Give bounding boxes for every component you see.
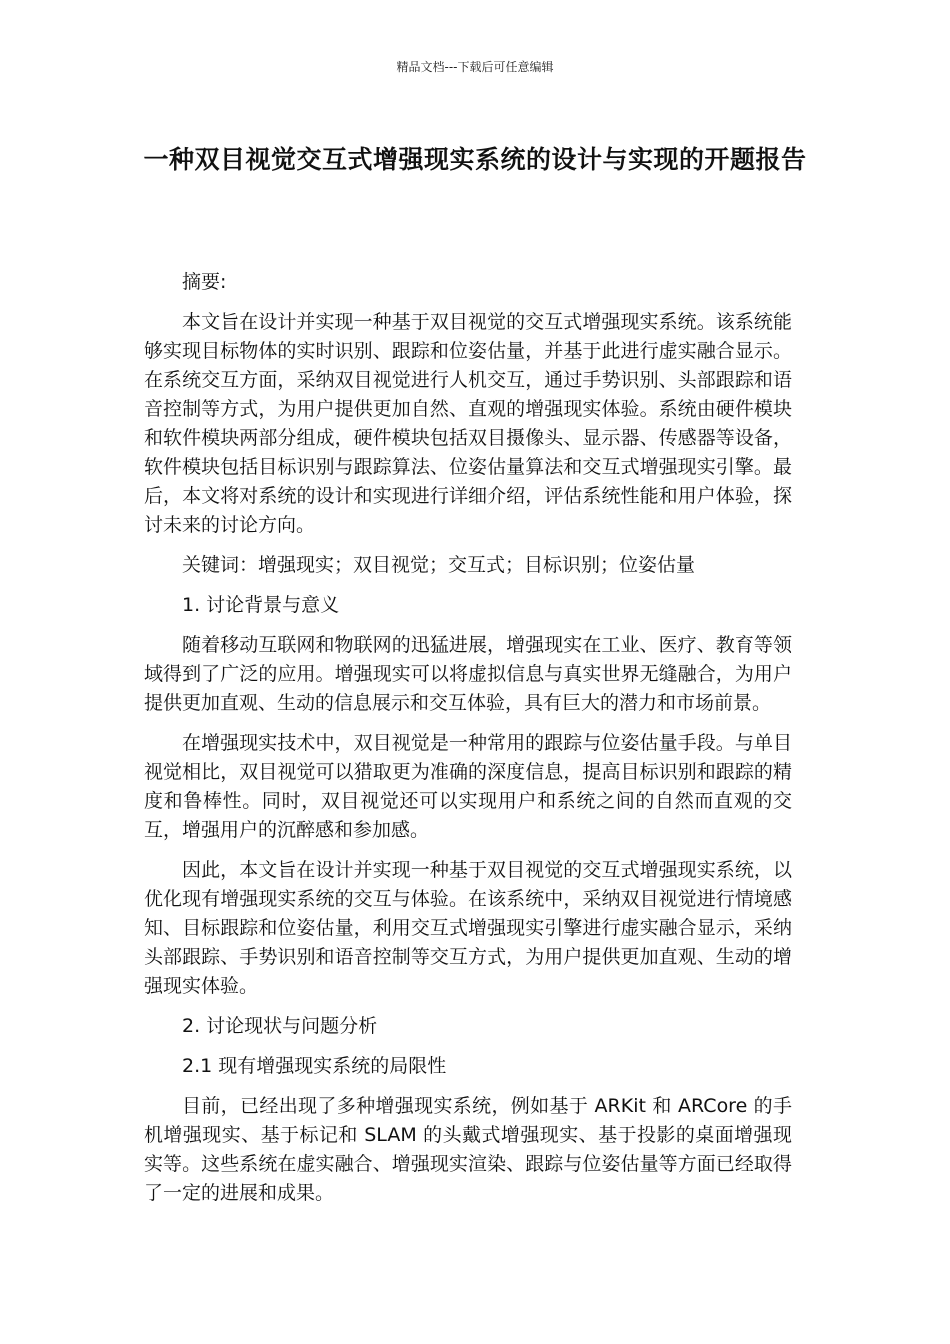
section-2-1-heading: 2.1 现有增强现实系统的局限性 [182,1055,447,1077]
section-1-paragraph-2: 在增强现实技术中，双目视觉是一种常用的跟踪与位姿估量手段。与单目视觉相比，双目视觉可以猎取更为准确的深度信息，提高目标识别和跟踪的精度和鲁棒性。同时，双目视觉还可以实现用户和系统之间的自然而直观的交互，增强用户的沉醉感和参加感。 [144,732,792,841]
abstract-label: 摘要: [182,271,227,293]
document-title: 一种双目视觉交互式增强现实系统的设计与实现的开题报告 [143,145,807,174]
section-1-paragraph-1: 随着移动互联网和物联网的迅猛进展，增强现实在工业、医疗、教育等领域得到了广泛的应用。增强现实可以将虚拟信息与真实世界无缝融合，为用户提供更加直观、生动的信息展示和交互体验，具有巨大的潜力和市场前景。 [144,634,792,714]
header-note: 精品文档---下载后可任意编辑 [396,60,554,74]
abstract-paragraph: 本文旨在设计并实现一种基于双目视觉的交互式增强现实系统。该系统能够实现目标物体的实时识别、跟踪和位姿估量，并基于此进行虚实融合显示。在系统交互方面，采纳双目视觉进行人机交互，通过手势识别、头部跟踪和语音控制等方式，为用户提供更加自然、直观的增强现实体验。系统由硬件模块和软件模块两部分组成，硬件模块包括双目摄像头、显示器、传感器等设备，软件模块包括目标识别与跟踪算法、位姿估量算法和交互式增强现实引擎。最后，本文将对系统的设计和实现进行详细介绍，评估系统性能和用户体验，探讨未来的讨论方向。 [144,311,792,536]
section-2-1-paragraph-1: 目前，已经出现了多种增强现实系统，例如基于 ARKit 和 ARCore 的手机增强现实、基于标记和 SLAM 的头戴式增强现实、基于投影的桌面增强现实等。这些系统在虚实融合、增强现实渲染、跟踪与位姿估量等方面已经取得了一定的进展和成果。 [144,1095,792,1204]
section-1-heading: 1. 讨论背景与意义 [182,594,340,616]
section-2-heading: 2. 讨论现状与问题分析 [182,1015,378,1037]
document-body [144,268,792,1219]
keywords-line: 关键词：增强现实；双目视觉；交互式；目标识别；位姿估量 [182,554,696,576]
section-1-paragraph-3: 因此，本文旨在设计并实现一种基于双目视觉的交互式增强现实系统，以优化现有增强现实系统的交互与体验。在该系统中，采纳双目视觉进行情境感知、目标跟踪和位姿估量，利用交互式增强现实引擎进行虚实融合显示，采纳头部跟踪、手势识别和语音控制等交互方式，为用户提供更加直观、生动的增强现实体验。 [144,859,792,997]
